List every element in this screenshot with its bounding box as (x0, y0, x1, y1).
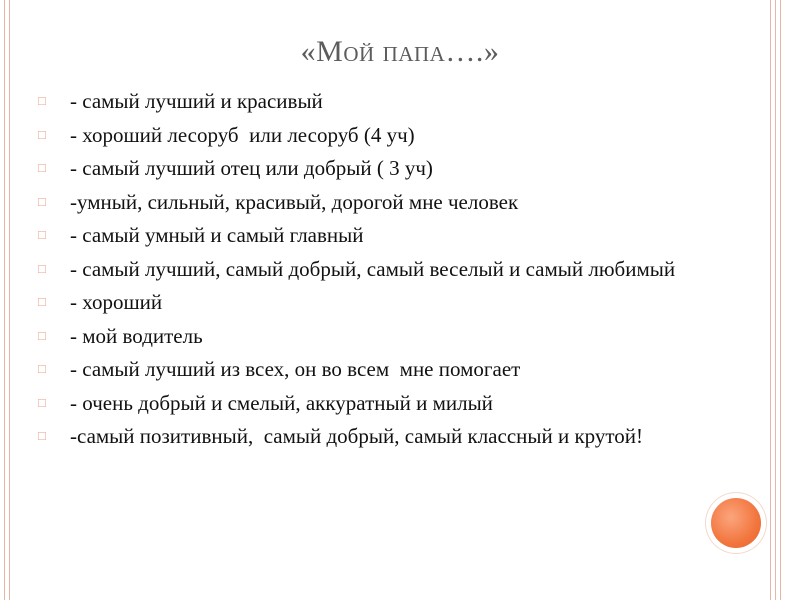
list-item-text: - самый лучший, самый добрый, самый веселый и самый любимый (70, 256, 676, 281)
list-item (38, 222, 738, 248)
list-item (38, 122, 738, 148)
bullet-icon: □ (38, 160, 46, 175)
bullet-list (38, 88, 738, 457)
list-item (38, 155, 738, 181)
right-border-line (775, 0, 776, 600)
list-item (38, 423, 738, 449)
list-item (38, 256, 738, 282)
list-item-text: - хороший лесоруб или лесоруб (4 уч) (70, 122, 415, 147)
list-item-text: - самый умный и самый главный (70, 223, 364, 247)
list-item-text: - мой водитель (70, 323, 203, 348)
list-item-text: - самый лучший отец или добрый ( 3 уч) (70, 156, 433, 180)
list-item (38, 323, 738, 349)
list-item (38, 356, 738, 382)
list-item-text: - самый лучший и красивый (70, 89, 323, 113)
list-item-text: - хороший (70, 290, 163, 314)
right-border-line (780, 0, 781, 600)
bullet-icon: □ (38, 294, 46, 309)
list-item (38, 88, 738, 114)
bullet-icon: □ (38, 327, 46, 343)
list-item (38, 289, 738, 315)
bullet-icon: □ (38, 93, 46, 108)
bullet-icon: □ (38, 428, 46, 443)
bullet-icon: □ (38, 227, 46, 242)
bullet-icon: □ (38, 394, 46, 410)
left-border-line (9, 0, 10, 600)
list-item-text: - очень добрый и смелый, аккуратный и милый (70, 390, 493, 415)
left-border-line (4, 0, 5, 600)
list-item-text: -самый позитивный, самый добрый, самый классный и крутой! (70, 424, 644, 448)
list-item (38, 189, 738, 215)
list-item-text: -умный, сильный, красивый, дорогой мне человек (70, 189, 519, 214)
orange-circle-decoration (711, 498, 761, 548)
slide-title: «Мой папа….» (300, 35, 500, 68)
bullet-icon: □ (38, 260, 46, 276)
list-item (38, 390, 738, 416)
bullet-icon: □ (38, 193, 46, 209)
right-border-line (770, 0, 771, 600)
bullet-icon: □ (38, 361, 46, 376)
bullet-icon: □ (38, 126, 46, 142)
list-item-text: - самый лучший из всех, он во всем мне помогает (70, 357, 521, 381)
